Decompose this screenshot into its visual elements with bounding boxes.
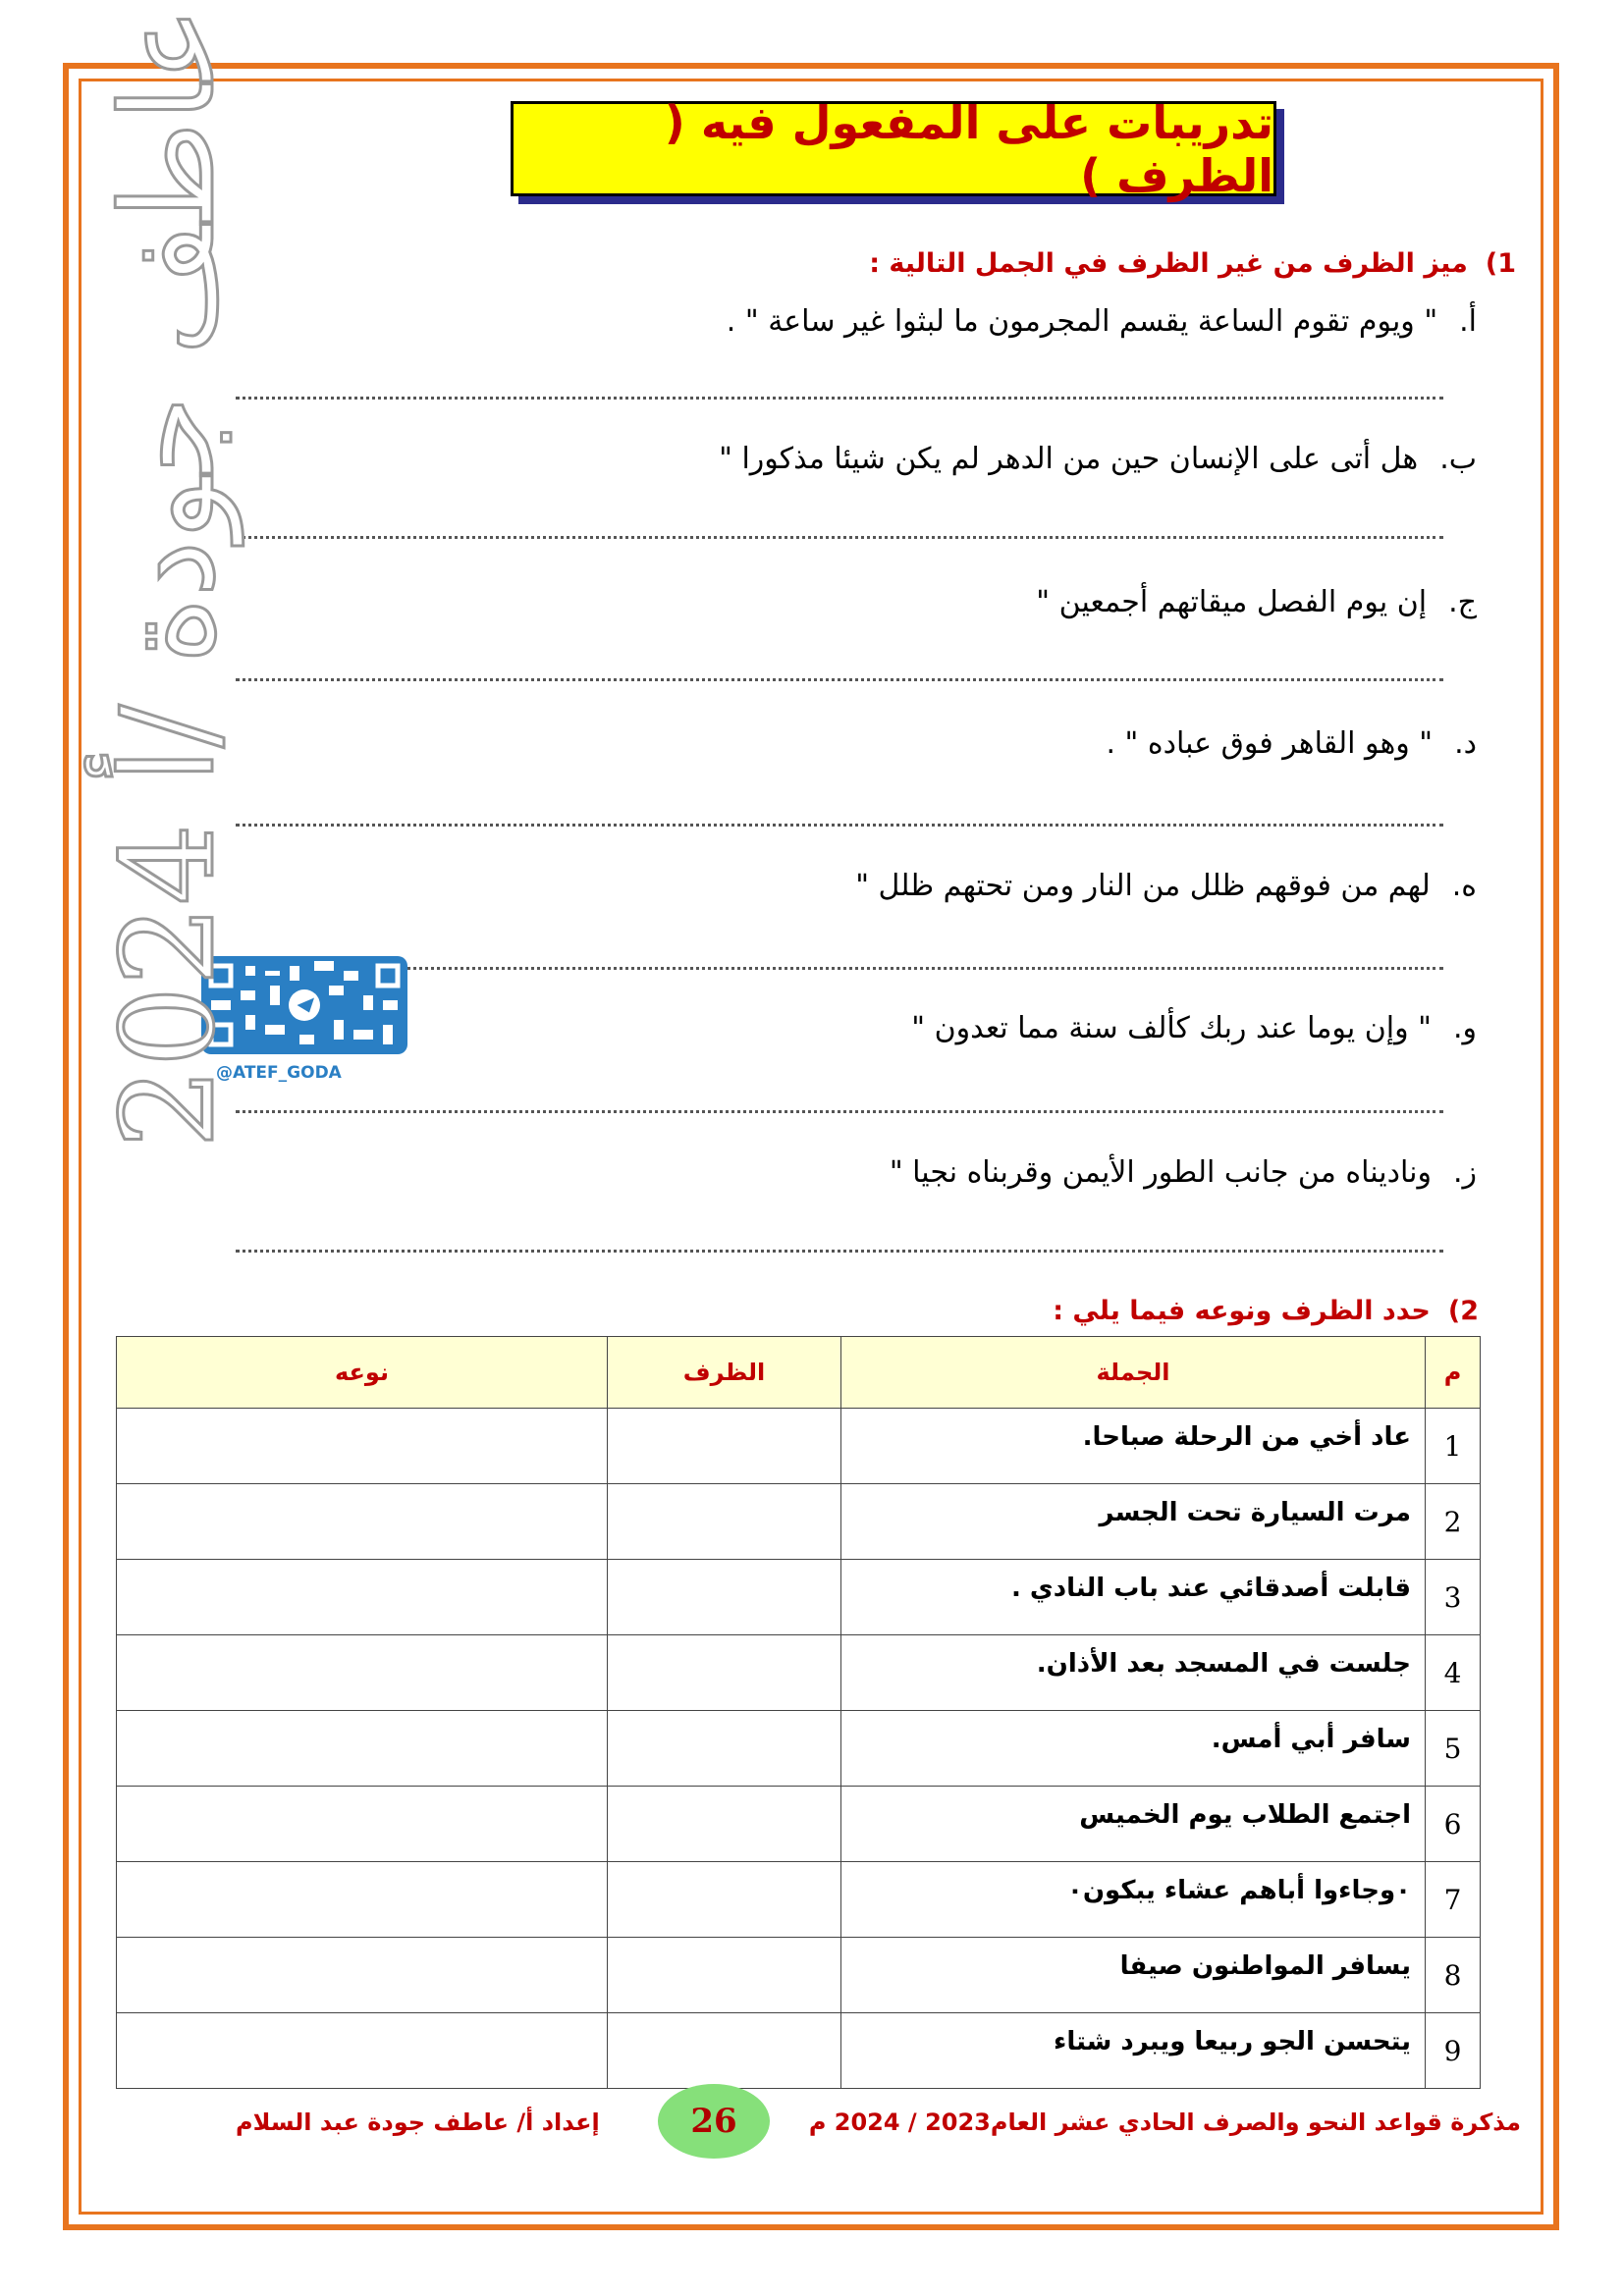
table-row [117, 2013, 1481, 2089]
type-cell[interactable] [117, 1635, 608, 1711]
row-number: 1 [1426, 1409, 1481, 1484]
adverb-cell[interactable] [608, 1560, 841, 1635]
q1-item-f [911, 1011, 1477, 1045]
table-row [117, 1560, 1481, 1635]
row-number: 2 [1426, 1484, 1481, 1560]
q1-item-d [1106, 726, 1477, 761]
row-sentence: سافر أبي أمس. [841, 1711, 1426, 1787]
q1-item-b [719, 442, 1477, 476]
item-label: ز. [1452, 1155, 1477, 1190]
answer-line[interactable] [236, 536, 1443, 539]
type-cell[interactable] [117, 1711, 608, 1787]
adverb-cell[interactable] [608, 1409, 841, 1484]
item-label: ب. [1439, 442, 1477, 476]
answer-line[interactable] [236, 967, 1443, 970]
q1-number: 1) [1485, 248, 1516, 279]
q1-item-a [727, 304, 1477, 339]
footer-book-title: مذكرة قواعد النحو والصرف الحادي عشر العام2023 / 2024 م [808, 2109, 1521, 2136]
item-label: ج. [1448, 585, 1477, 619]
answer-line[interactable] [236, 824, 1443, 827]
q1-item-c [1036, 585, 1477, 619]
answer-line[interactable] [236, 678, 1443, 681]
q1-heading-text: ميز الظرف من غير الظرف في الجمل التالية : [869, 248, 1468, 279]
footer-author: إعداد أ/ عاطف جودة عبد السلام [236, 2109, 600, 2136]
table-header-row [117, 1337, 1481, 1409]
table-row [117, 1635, 1481, 1711]
adverb-cell[interactable] [608, 1484, 841, 1560]
adverb-cell[interactable] [608, 1938, 841, 2013]
header-adverb: الظرف [608, 1337, 841, 1409]
row-sentence: جلست في المسجد بعد الأذان. [841, 1635, 1426, 1711]
item-label: ه. [1451, 869, 1477, 903]
row-sentence: مرت السيارة تحت الجسر [841, 1484, 1426, 1560]
item-label: د. [1454, 726, 1477, 761]
item-text: " وهو القاهر فوق عباده " . [1106, 726, 1434, 761]
type-cell[interactable] [117, 2013, 608, 2089]
q2-heading [1053, 1296, 1479, 1326]
table-row [117, 1787, 1481, 1862]
author-watermark: 2024 عاطف جودة /أ [93, 6, 243, 1148]
type-cell[interactable] [117, 1862, 608, 1938]
item-text: وناديناه من جانب الطور الأيمن وقربناه نجيا " [889, 1155, 1432, 1190]
row-number: 8 [1426, 1938, 1481, 2013]
header-type: نوعه [117, 1337, 608, 1409]
type-cell[interactable] [117, 1484, 608, 1560]
page-number: 26 [658, 2084, 770, 2159]
row-number: 6 [1426, 1787, 1481, 1862]
row-number: 4 [1426, 1635, 1481, 1711]
row-sentence: ٠وجاءوا أباهم عشاء يبكون٠ [841, 1862, 1426, 1938]
type-cell[interactable] [117, 1787, 608, 1862]
page-title: تدريبات على المفعول فيه ( الظرف ) [664, 95, 1273, 202]
answer-line[interactable] [236, 1110, 1443, 1113]
type-cell[interactable] [117, 1938, 608, 2013]
q1-item-e [855, 869, 1477, 903]
q2-heading-text: حدد الظرف ونوعه فيما يلي : [1053, 1296, 1431, 1326]
adverb-cell[interactable] [608, 1711, 841, 1787]
row-number: 7 [1426, 1862, 1481, 1938]
adverb-cell[interactable] [608, 2013, 841, 2089]
row-sentence: اجتمع الطلاب يوم الخميس [841, 1787, 1426, 1862]
header-num: م [1426, 1337, 1481, 1409]
adverb-cell[interactable] [608, 1635, 841, 1711]
answer-line[interactable] [236, 397, 1443, 400]
row-number: 5 [1426, 1711, 1481, 1787]
q1-item-g [890, 1155, 1477, 1190]
row-sentence: عاد أخي من الرحلة صباحا. [841, 1409, 1426, 1484]
qr-caption: @ATEF_GODA [216, 1063, 342, 1083]
item-text: إن يوم الفصل ميقاتهم أجمعين " [1036, 585, 1428, 619]
table-row [117, 1711, 1481, 1787]
q2-number: 2) [1447, 1296, 1479, 1326]
row-number: 3 [1426, 1560, 1481, 1635]
answer-line[interactable] [236, 1250, 1443, 1253]
item-text: هل أتى على الإنسان حين من الدهر لم يكن شيئا مذكورا " [719, 442, 1419, 476]
q1-heading [869, 248, 1516, 279]
row-sentence: قابلت أصدقائي عند باب النادي . [841, 1560, 1426, 1635]
title-box [511, 95, 1276, 202]
table-row [117, 1862, 1481, 1938]
header-sentence: الجملة [841, 1337, 1426, 1409]
item-label: أ. [1459, 304, 1477, 339]
type-cell[interactable] [117, 1560, 608, 1635]
row-number: 9 [1426, 2013, 1481, 2089]
item-text: " وإن يوما عند ربك كألف سنة مما تعدون " [911, 1011, 1432, 1045]
item-text: لهم من فوقهم ظلل من النار ومن تحتهم ظلل " [855, 869, 1431, 903]
row-sentence: يتحسن الجو ربيعا ويبرد شتاء [841, 2013, 1426, 2089]
type-cell[interactable] [117, 1409, 608, 1484]
row-sentence: يسافر المواطنون صيفا [841, 1938, 1426, 2013]
table-row [117, 1484, 1481, 1560]
item-label: و. [1452, 1011, 1477, 1045]
adverb-table [116, 1336, 1481, 2089]
adverb-cell[interactable] [608, 1862, 841, 1938]
table-row [117, 1938, 1481, 2013]
table-row [117, 1409, 1481, 1484]
adverb-cell[interactable] [608, 1787, 841, 1862]
item-text: " ويوم تقوم الساعة يقسم المجرمون ما لبثوا غير ساعة " . [726, 304, 1438, 339]
